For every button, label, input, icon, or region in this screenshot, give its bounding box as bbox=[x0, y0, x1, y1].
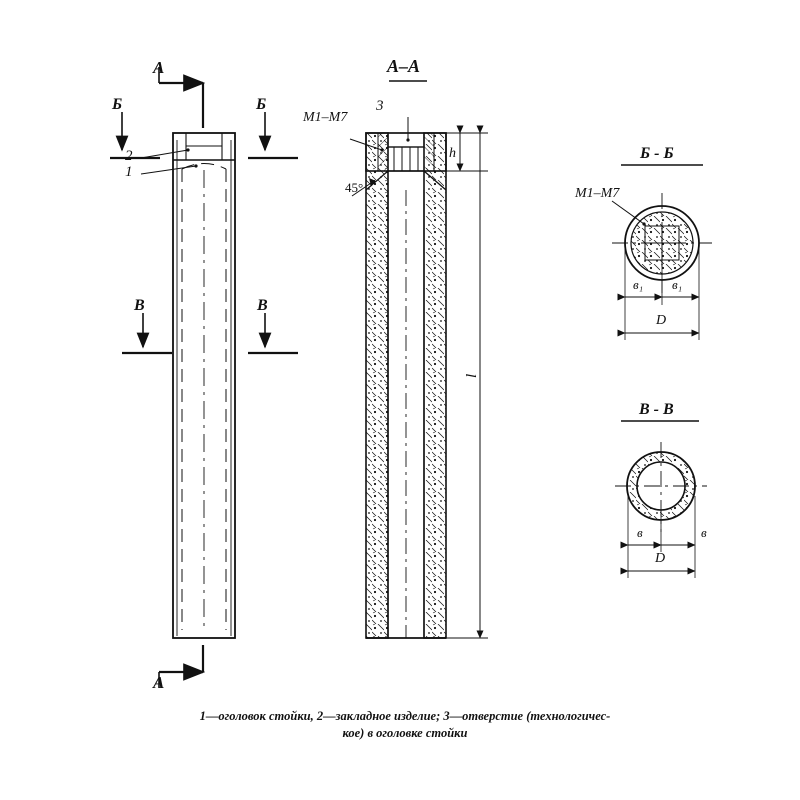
callout-item-1: 1 bbox=[125, 164, 133, 180]
view-section-aa bbox=[350, 81, 488, 638]
caption-text-1: —оголовок стойки, bbox=[205, 709, 317, 723]
caption-num-1: 1 bbox=[199, 709, 206, 723]
dimension-l: l bbox=[464, 373, 480, 378]
label-section-v-left: В bbox=[134, 297, 145, 314]
callout-item-3: 3 bbox=[376, 98, 384, 114]
label-section-a-bottom: А bbox=[153, 673, 165, 692]
label-angle-45: 45° bbox=[345, 180, 364, 195]
dimension-b1-left: в₁ bbox=[633, 277, 644, 292]
title-section-aa: А–А bbox=[387, 56, 421, 76]
caption-text-3: —отверстие (технологичес- bbox=[449, 709, 611, 723]
dimension-D-bb: D bbox=[656, 313, 667, 328]
dimension-b-right: в bbox=[701, 525, 707, 540]
label-m1-m7-section-aa: М1–М7 bbox=[303, 110, 348, 125]
dimension-D-vv: D bbox=[655, 551, 666, 566]
dimension-b1-right: в₁ bbox=[672, 277, 683, 292]
figure-caption bbox=[60, 708, 750, 742]
label-section-b-right: Б bbox=[256, 96, 267, 113]
title-section-vv: В - В bbox=[639, 401, 674, 418]
label-m1-m7-section-bb: М1–М7 bbox=[575, 186, 620, 201]
caption-num-3: 3 bbox=[443, 709, 450, 723]
dimension-h: h bbox=[449, 146, 456, 161]
caption-text-2: —закладное изделие; bbox=[323, 709, 444, 723]
title-section-bb: Б - Б bbox=[640, 145, 674, 162]
caption-line-2: кое) в оголовке стойки bbox=[342, 726, 468, 740]
view-front bbox=[110, 67, 298, 688]
label-section-a-top: А bbox=[153, 58, 165, 77]
callout-item-2: 2 bbox=[125, 148, 133, 164]
dimension-b-left: в bbox=[637, 525, 643, 540]
label-section-b-left: Б bbox=[112, 96, 123, 113]
caption-num-2: 2 bbox=[316, 709, 324, 723]
label-section-v-right: В bbox=[257, 297, 268, 314]
